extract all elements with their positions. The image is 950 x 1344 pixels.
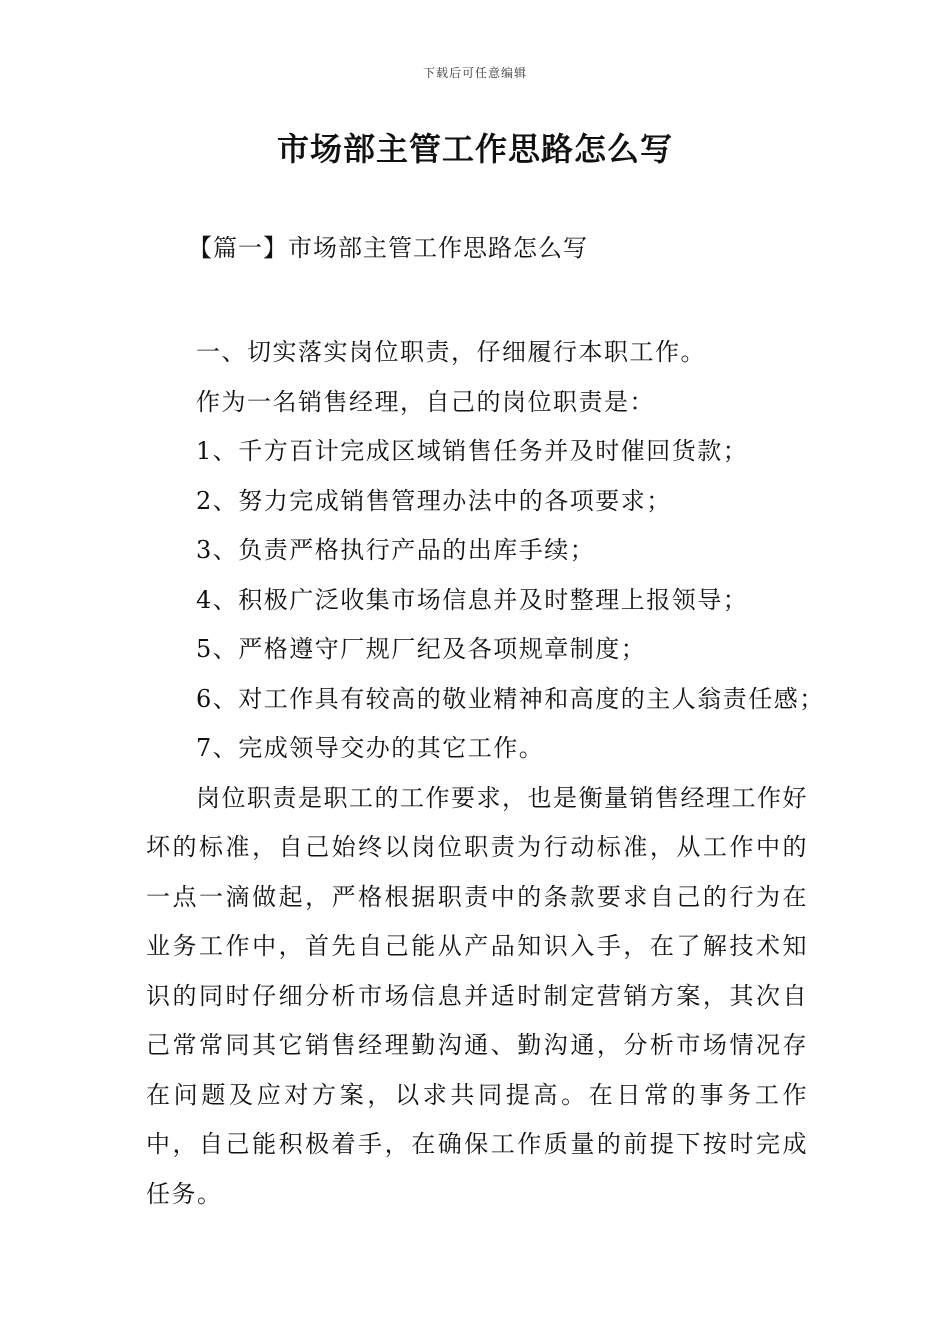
duty-item-5: 5、严格遵守厂规厂纪及各项规章制度；: [196, 635, 647, 663]
document-body: [146, 328, 825, 1219]
document-title: 市场部主管工作思路怎么写: [276, 130, 673, 168]
duty-item-7: 7、完成领导交办的其它工作。: [196, 734, 545, 762]
duty-item-4: 4、积极广泛收集市场信息并及时整理上报领导；: [196, 585, 749, 614]
duty-item-2: 2、努力完成销售管理办法中的各项要求；: [196, 486, 672, 515]
header-note: 下载后可任意编辑: [422, 66, 527, 80]
section-heading: 【篇一】市场部主管工作思路怎么写: [188, 234, 588, 262]
duty-lead-line: 作为一名销售经理，自己的岗位职责是：: [196, 387, 655, 416]
body-paragraph: 岗位职责是职工的工作要求，也是衡量销售经理工作好坏的标准，自己始终以岗位职责为行动标准，从工作中的一点一滴做起，严格根据职责中的条款要求自己的行为在业务工作中，首先自己能从产品知识入手，在了解技术知识的同时仔细分析市场信息并适时制定营销方案，其次自己常常同其它销售经理勤沟通、勤沟通，分析市场情况存在问题及应对方案，以求共同提高。在日常的事务工作中，自己能积极着手，在确保工作质量的前提下按时完成任务。: [146, 783, 808, 1208]
duty-item-3: 3、负责严格执行产品的出库手续；: [196, 536, 596, 564]
duty-item-6: 6、对工作具有较高的敬业精神和高度的主人翁责任感；: [196, 684, 825, 713]
duty-item-1: 1、千方百计完成区域销售任务并及时催回货款；: [196, 437, 749, 465]
duty-intro-line: 一、切实落实岗位职责，仔细履行本职工作。: [196, 338, 706, 366]
